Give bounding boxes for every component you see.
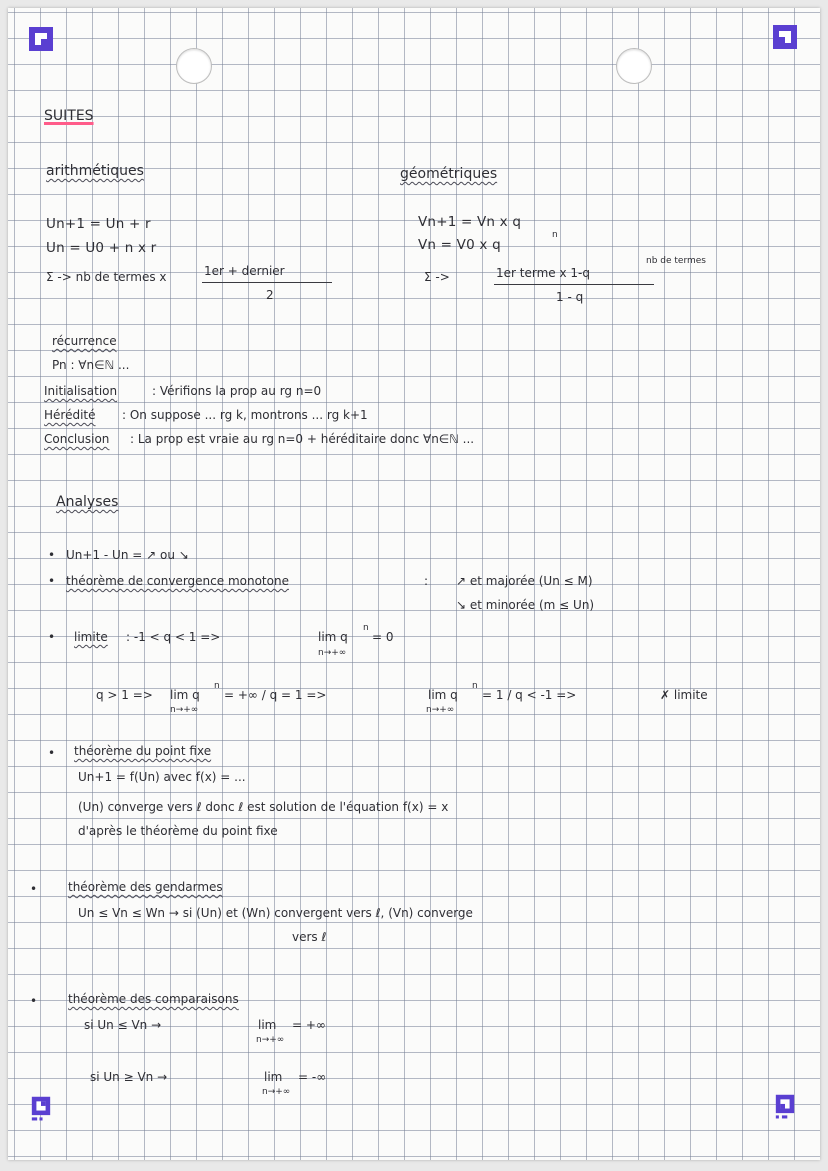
fraction-bar xyxy=(494,284,654,285)
pointfixe-label: théorème du point fixe xyxy=(74,744,212,758)
corner-marker-icon xyxy=(28,1096,54,1122)
monotone-increasing: ↗ et majorée (Un ≤ M) xyxy=(456,574,593,588)
corner-marker-icon xyxy=(772,24,798,50)
arith-sum-prefix: Σ -> nb de termes x xyxy=(46,270,167,284)
limite-case-2-lim: lim q xyxy=(428,688,458,702)
limite-value: = 0 xyxy=(372,630,394,644)
bullet: • xyxy=(48,746,56,760)
gendarmes-line-1: Un ≤ Vn ≤ Wn → si (Un) et (Wn) convergent vers ℓ, (Vn) converge xyxy=(78,906,473,920)
geo-recurrence-formula: Vn+1 = Vn x q xyxy=(418,214,522,230)
corner-marker-icon xyxy=(28,26,54,52)
geo-heading: géométriques xyxy=(400,166,498,182)
recurrence-hered-text: : On suppose ... rg k, montrons ... rg k+1 xyxy=(122,408,368,422)
limite-subscript: n→+∞ xyxy=(318,648,347,658)
limite-label: limite xyxy=(74,630,108,644)
limite-lim: lim q xyxy=(318,630,348,644)
comparaisons-value-1: = +∞ xyxy=(292,1018,326,1032)
recurrence-init-text: : Vérifions la prop au rg n=0 xyxy=(152,384,322,398)
recurrence-concl-label: Conclusion xyxy=(44,432,110,446)
comparaisons-lim-2: lim xyxy=(264,1070,283,1084)
arith-sum-numerator: 1er + dernier xyxy=(204,264,285,278)
pointfixe-line-2: (Un) converge vers ℓ donc ℓ est solution de l'équation f(x) = x xyxy=(78,800,449,814)
arith-heading: arithmétiques xyxy=(46,163,144,179)
comparaisons-lim-1: lim xyxy=(258,1018,277,1032)
bullet: • xyxy=(30,882,38,896)
variation-line: Un+1 - Un = ↗ ou ↘ xyxy=(66,548,189,562)
geo-sum-prefix: Σ -> xyxy=(424,270,450,284)
bullet: • xyxy=(48,630,56,644)
page-title: SUITES xyxy=(44,108,94,124)
limite-case-3: = 1 / q < -1 => xyxy=(482,688,577,702)
geo-sum-denominator: 1 - q xyxy=(556,290,584,304)
limite-subscript: n→+∞ xyxy=(426,705,455,715)
monotone-decreasing: ↘ et minorée (m ≤ Un) xyxy=(456,598,595,612)
recurrence-pn: Pn : ∀n∈ℕ ... xyxy=(52,358,130,372)
limite-exponent: n xyxy=(363,623,369,633)
analyses-heading: Analyses xyxy=(56,494,119,510)
pointfixe-line-3: d'après le théorème du point fixe xyxy=(78,824,278,838)
limite-condition: : -1 < q < 1 => xyxy=(126,630,221,644)
limite-exponent: n xyxy=(472,681,478,691)
monotone-label: théorème de convergence monotone xyxy=(66,574,289,588)
comparaisons-subscript-1: n→+∞ xyxy=(256,1035,285,1045)
binder-hole-right xyxy=(616,48,652,84)
geo-sum-numerator: 1er terme x 1-q xyxy=(496,266,590,280)
recurrence-concl-text: : La prop est vraie au rg n=0 + héréditaire donc ∀n∈ℕ ... xyxy=(130,432,475,446)
limite-case-2: = +∞ / q = 1 => xyxy=(224,688,327,702)
comparaisons-subscript-2: n→+∞ xyxy=(262,1087,291,1097)
notebook-page xyxy=(8,8,820,1160)
comparaisons-line-2: si Un ≥ Vn → xyxy=(90,1070,168,1084)
geo-explicit-exponent: n xyxy=(552,230,558,240)
comparaisons-line-1: si Un ≤ Vn → xyxy=(84,1018,162,1032)
limite-case-3-result: ✗ limite xyxy=(660,688,708,702)
bullet: • xyxy=(30,994,38,1008)
geo-explicit-formula: Vn = V0 x q xyxy=(418,237,501,253)
corner-marker-icon xyxy=(772,1094,798,1120)
bullet: • xyxy=(48,548,56,562)
binder-hole-left xyxy=(176,48,212,84)
limite-exponent: n xyxy=(214,681,220,691)
geo-sum-exponent: nb de termes xyxy=(646,256,706,266)
colon: : xyxy=(424,574,429,588)
comparaisons-value-2: = -∞ xyxy=(298,1070,327,1084)
comparaisons-label: théorème des comparaisons xyxy=(68,992,239,1006)
recurrence-hered-label: Hérédité xyxy=(44,408,96,422)
arith-sum-denominator: 2 xyxy=(266,288,274,302)
fraction-bar xyxy=(202,282,332,283)
recurrence-init-label: Initialisation xyxy=(44,384,118,398)
bullet: • xyxy=(48,574,56,588)
recurrence-heading: récurrence xyxy=(52,334,117,348)
pointfixe-line-1: Un+1 = f(Un) avec f(x) = ... xyxy=(78,770,246,784)
gendarmes-line-2: vers ℓ xyxy=(292,930,327,944)
arith-recurrence-formula: Un+1 = Un + r xyxy=(46,216,151,232)
limite-subscript: n→+∞ xyxy=(170,705,199,715)
limite-case-1-lim: lim q xyxy=(170,688,200,702)
gendarmes-label: théorème des gendarmes xyxy=(68,880,223,894)
arith-explicit-formula: Un = U0 + n x r xyxy=(46,240,157,256)
limite-case-1: q > 1 => xyxy=(96,688,153,702)
